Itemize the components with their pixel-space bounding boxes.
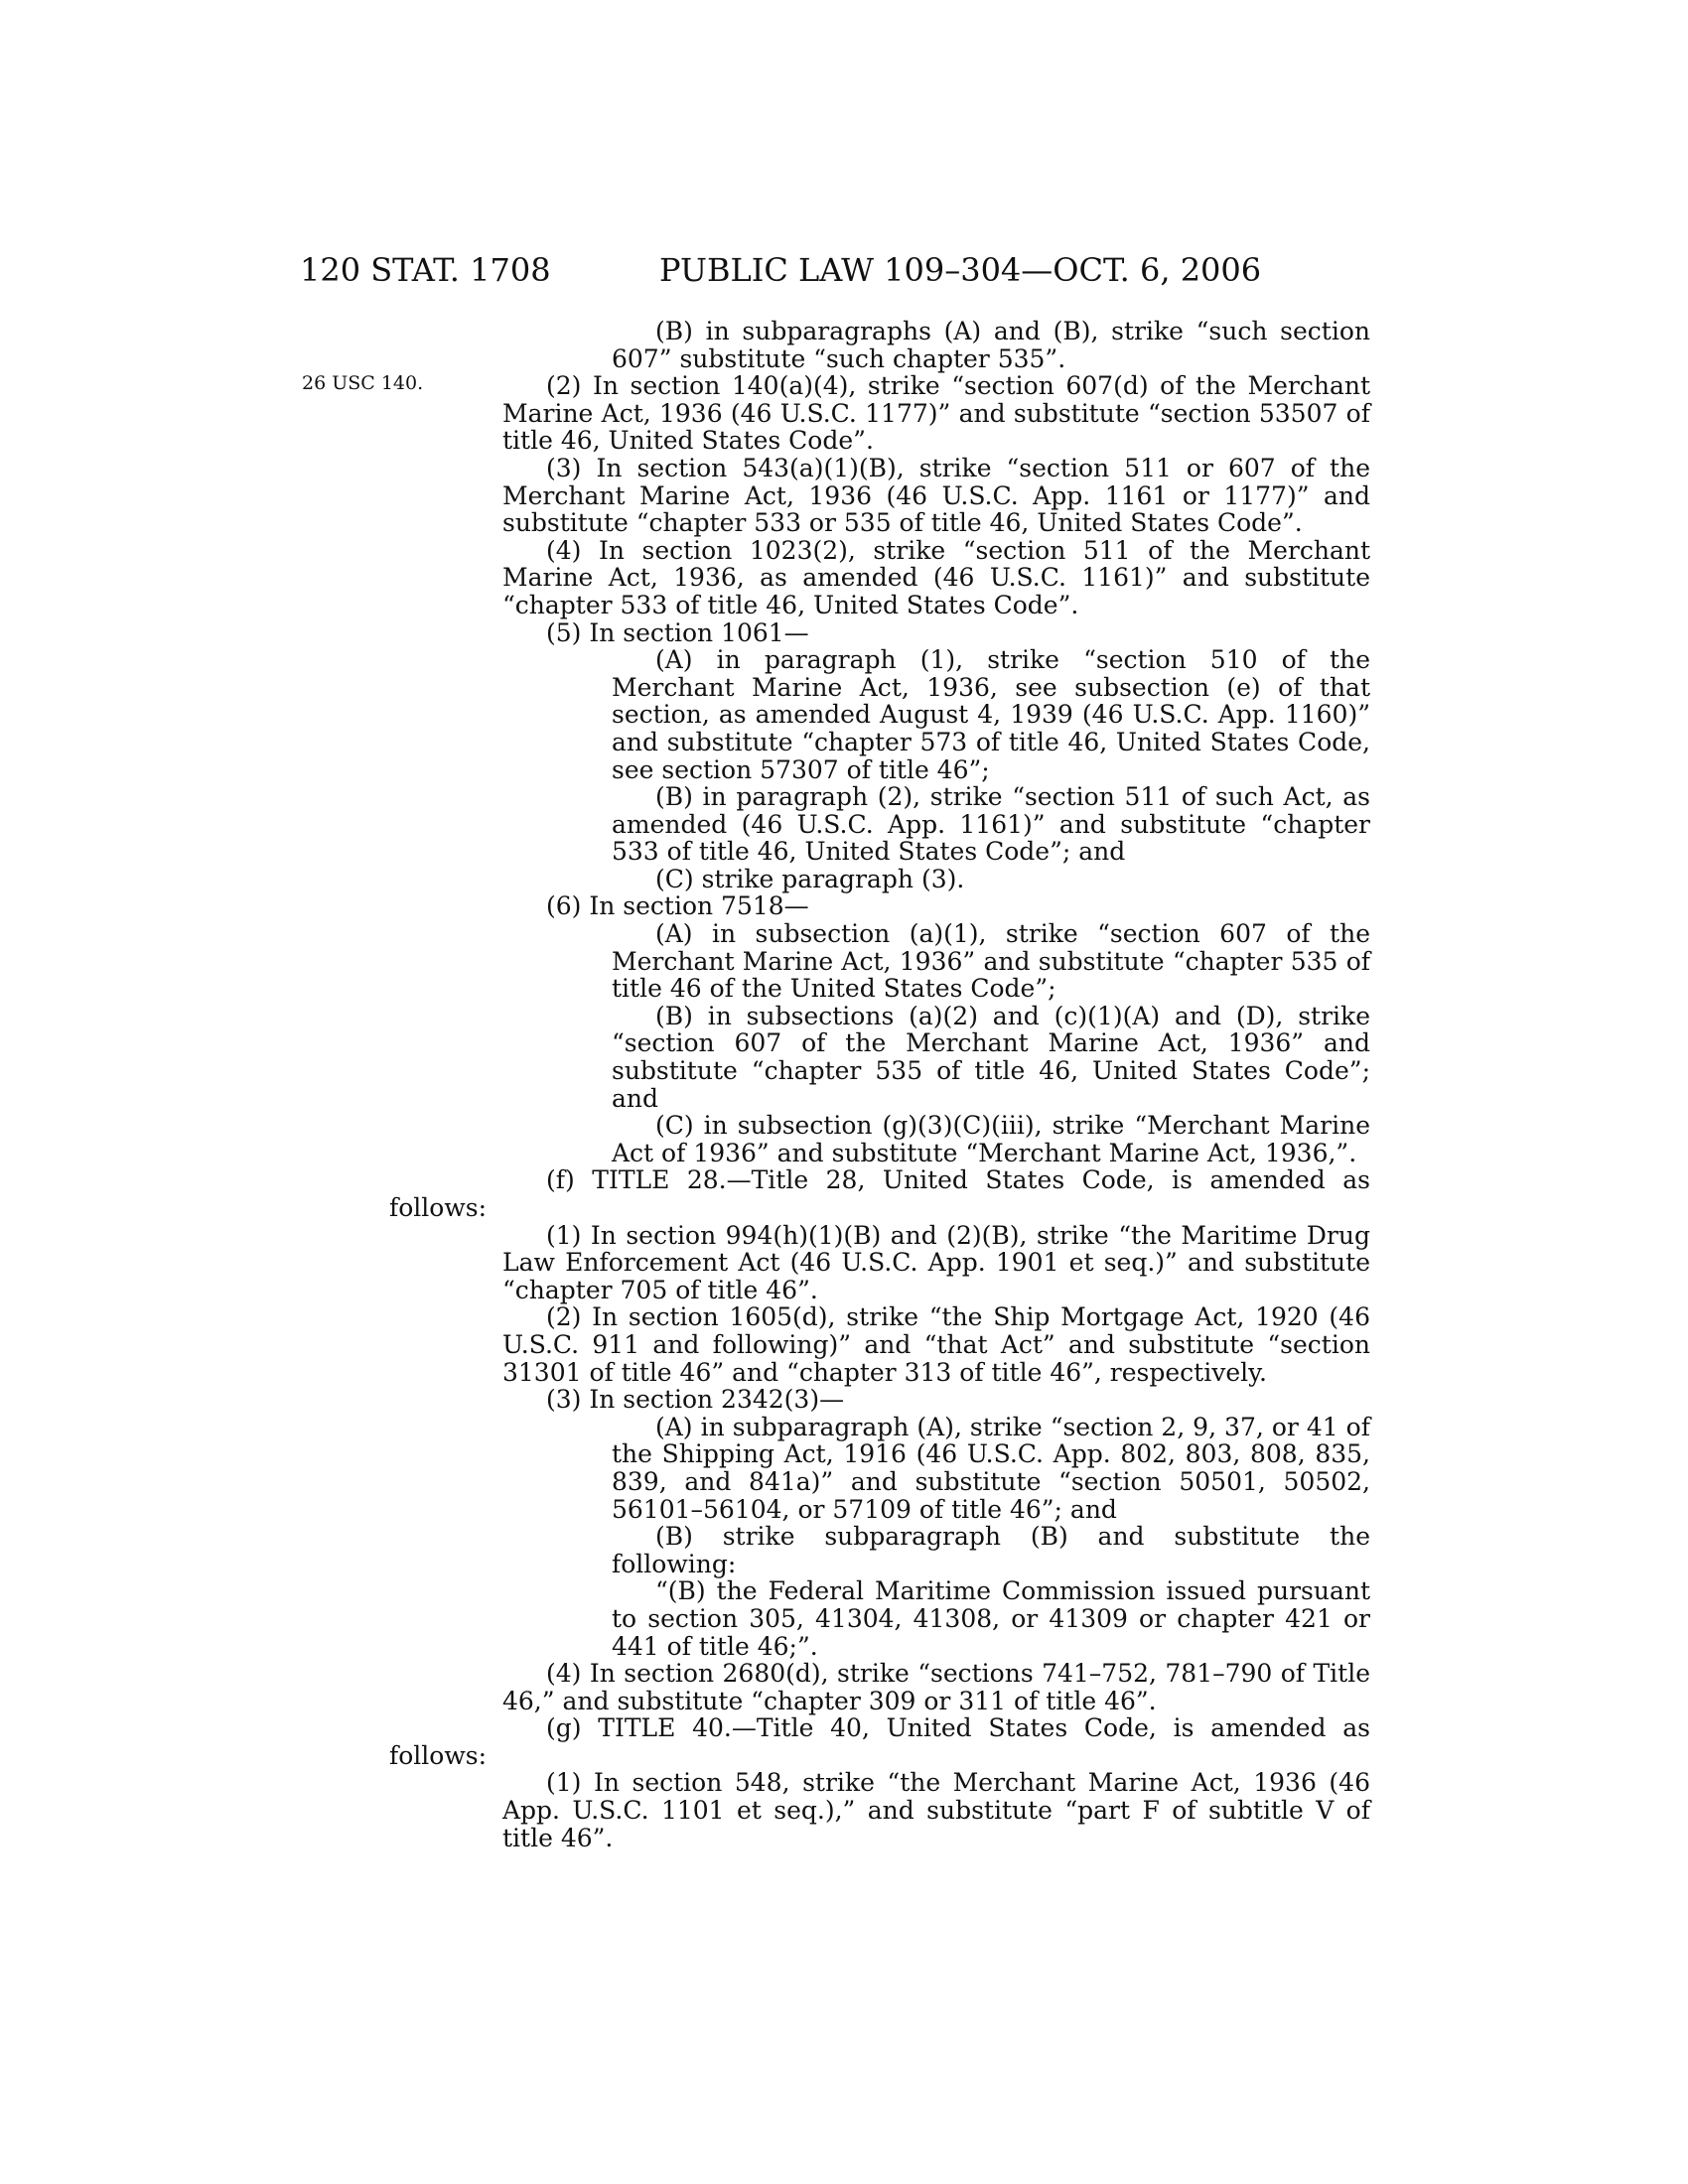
margin-citation: 26 USC 140. xyxy=(302,372,424,394)
paragraph: (A) in subsection (a)(1), strike “section 607 of the Merchant Marine Act, 1936” and substitute “chapter 535 of title 46 of the United States Code”; xyxy=(612,919,1370,1004)
paragraph: (5) In section 1061— xyxy=(546,617,809,647)
paragraph: (3) In section 543(a)(1)(B), strike “section 511 or 607 of the Merchant Marine Act, 1936 (46 U.S.C. App. 1161 or 1177)” and substitute “chapter 533 or 535 of title 46, United States Code”. xyxy=(502,453,1370,538)
subsection-heading: (f) TITLE 28.—Title 28, United States Code, is amended as follows: xyxy=(389,1165,1370,1222)
paragraph: (2) In section 140(a)(4), strike “section 607(d) of the Merchant Marine Act, 1936 (46 U.S.C. 1177)” and substitute “section 53507 of title 46, United States Code”. xyxy=(502,371,1370,456)
paragraph: (A) in paragraph (1), strike “section 510 of the Merchant Marine Act, 1936, see subsection (e) of that section, as amended August 4, 1939 (46 U.S.C. App. 1160)” and substitute “chapter 573 of title 46, United States Code, see section 57307 of title 46”; xyxy=(612,645,1370,784)
paragraph: (2) In section 1605(d), strike “the Ship Mortgage Act, 1920 (46 U.S.C. 911 and following)” and “that Act” and substitute “section 31301 of title 46” and “chapter 313 of title 46”, respectively. xyxy=(502,1302,1370,1387)
paragraph: (A) in subparagraph (A), strike “section 2, 9, 37, or 41 of the Shipping Act, 1916 (46 U.S.C. App. 802, 803, 808, 835, 839, and 841a)” and substitute “section 50501, 50502, 56101–56104, or 57109 of title 46”; and xyxy=(612,1412,1370,1524)
public-law-title: PUBLIC LAW 109–304—OCT. 6, 2006 xyxy=(659,251,1262,289)
paragraph: (1) In section 994(h)(1)(B) and (2)(B), strike “the Maritime Drug Law Enforcement Act (46 U.S.C. App. 1901 et seq.)” and substitute “chapter 705 of title 46”. xyxy=(502,1220,1370,1304)
document-body xyxy=(389,317,1370,1852)
paragraph: (4) In section 2680(d), strike “sections 741–752, 781–790 of Title 46,” and substitute “chapter 309 or 311 of title 46”. xyxy=(502,1659,1370,1715)
paragraph: (C) in subsection (g)(3)(C)(iii), strike “Merchant Marine Act of 1936” and substitute “Merchant Marine Act, 1936,”. xyxy=(612,1111,1370,1167)
page-header xyxy=(300,250,1370,290)
paragraph: (B) in paragraph (2), strike “section 511 of such Act, as amended (46 U.S.C. App. 1161)” and substitute “chapter 533 of title 46, United States Code”; and xyxy=(612,782,1370,867)
paragraph: (4) In section 1023(2), strike “section 511 of the Merchant Marine Act, 1936, as amended (46 U.S.C. 1161)” and substitute “chapter 533 of title 46, United States Code”. xyxy=(502,535,1370,619)
paragraph: (B) strike subparagraph (B) and substitute the following: xyxy=(612,1522,1370,1578)
subsection-heading: (g) TITLE 40.—Title 40, United States Code, is amended as follows: xyxy=(389,1713,1370,1770)
paragraph: (3) In section 2342(3)— xyxy=(546,1385,845,1415)
paragraph: (B) in subsections (a)(2) and (c)(1)(A) and (D), strike “section 607 of the Merchant Marine Act, 1936” and substitute “chapter 535 of title 46, United States Code”; and xyxy=(612,1001,1370,1113)
paragraph: (1) In section 548, strike “the Merchant Marine Act, 1936 (46 App. U.S.C. 1101 et seq.),” and substitute “part F of subtitle V of title 46”. xyxy=(502,1768,1370,1852)
statute-page-number: 120 STAT. 1708 xyxy=(300,251,551,289)
paragraph: (B) in subparagraphs (A) and (B), strike “such section 607” substitute “such chapter 535”. xyxy=(612,317,1370,373)
quoted-paragraph: “(B) the Federal Maritime Commission issued pursuant to section 305, 41304, 41308, or 41309 or chapter 421 or 441 of title 46;”. xyxy=(612,1576,1370,1661)
paragraph: (C) strike paragraph (3). xyxy=(655,864,965,893)
paragraph: (6) In section 7518— xyxy=(546,891,809,921)
